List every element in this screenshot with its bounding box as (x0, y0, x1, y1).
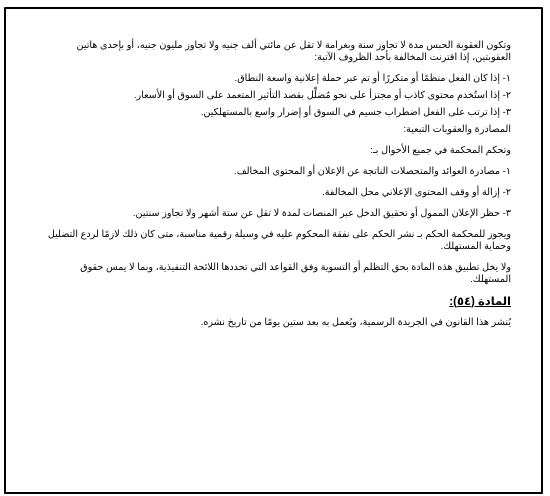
article-title: المادة (٥٤): (449, 296, 511, 308)
aggravation-item-3: ٣- إذا ترتب على الفعل اضطراب جسيم في السوق أو إضرار واسع بالمستهلكين. (200, 107, 511, 118)
court-rule-item-3: ٣- حظر الإعلان الممول أو تحقيق الدخل عبر المنصات لمدة لا تقل عن ستة أشهر ولا تجاوز سنتين. (132, 208, 511, 219)
court-rules-intro: وتحكم المحكمة في جميع الأحوال بـ: (370, 145, 511, 156)
aggravation-item-1: ١- إذا كان الفعل منظمًا أو متكررًا أو تم عبر حملة إعلانية واسعة النطاق. (234, 73, 511, 84)
grievance-paragraph: ولا يخل تطبيق هذه المادة بحق التظلم أو التسوية وفق القواعد التي تحددها اللائحة التنفيذية، وبما لا يمس حقوق المستهلك. (80, 262, 511, 285)
aggravation-item-2: ٢- إذا استُخدم محتوى كاذب أو مجتزأ على نحو مُضلِّل بقصد التأثير المتعمد على السوق أو الأسعار. (133, 90, 511, 101)
document-body (39, 40, 511, 338)
court-rule-item-2: ٢- إزالة أو وقف المحتوى الإعلاني محل المخالفة. (322, 187, 511, 198)
confiscation-heading: المصادرة والعقوبات التبعية: (403, 124, 511, 135)
publication-of-judgment-paragraph: ويجوز للمحكمة الحكم بـ نشر الحكم على نفقة المحكوم عليه في وسيلة رقمية مناسبة، متى كان ذلك لازمًا لردع التضليل وحماية المستهلك. (47, 229, 511, 252)
penalty-aggravation-paragraph: وتكون العقوبة الحبس مدة لا تجاوز سنة وبغرامة لا تقل عن مائتي ألف جنيه ولا تجاوز مليون جنيه، أو بإحدى هاتين العقوبتين، إذا اقترنت المخالفة بأحد الظروف الآتية: (76, 40, 511, 63)
court-rule-item-1: ١- مصادرة العوائد والمتحصلات الناتجة عن الإعلان أو المحتوى المخالف. (234, 166, 511, 177)
final-publication-paragraph: يُنشر هذا القانون في الجريدة الرسمية، ويُعمل به بعد ستين يومًا من تاريخ نشره. (200, 317, 511, 328)
